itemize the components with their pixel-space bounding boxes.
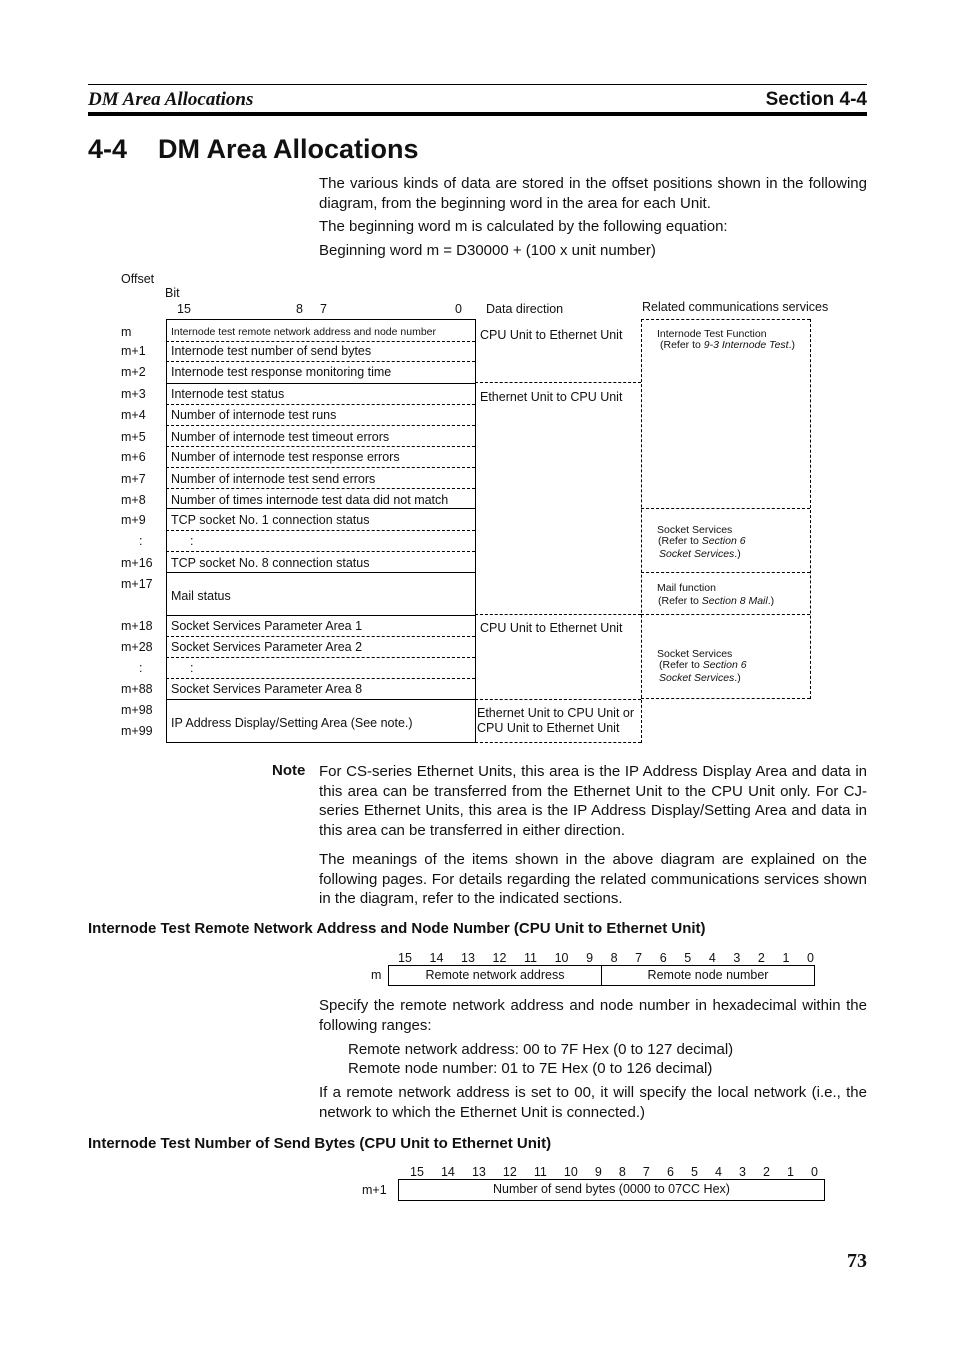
item-socket-param-8: Socket Services Parameter Area 8 xyxy=(171,682,363,696)
offset-m88: m+88 xyxy=(121,682,153,696)
item-tcp-1: TCP socket No. 1 connection status xyxy=(171,513,370,527)
svc-right-border xyxy=(810,319,811,699)
svc-mail-title: Mail function xyxy=(657,582,716,594)
offset-m7: m+7 xyxy=(121,472,146,486)
bit-number: 4 xyxy=(708,951,716,965)
sec1-paragraph-2: If a remote network address is set to 00, it will specify the local network (i.e., the network to which the Ethernet Unit is connected.) xyxy=(319,1084,867,1121)
bit-number: 1 xyxy=(787,1165,794,1179)
item-ellipsis-1: : xyxy=(190,534,194,548)
subsection-heading-2: Internode Test Number of Send Bytes (CPU Unit to Ethernet Unit) xyxy=(88,1135,552,1152)
bit-number: 3 xyxy=(733,951,741,965)
offset-m18: m+18 xyxy=(121,619,153,633)
bit-number: 8 xyxy=(618,1165,626,1179)
data-direction-label: Data direction xyxy=(486,302,564,316)
offset-m28: m+28 xyxy=(121,640,153,654)
bit-number: 13 xyxy=(471,1165,486,1179)
svc-sep-3 xyxy=(641,614,810,615)
item-ellipsis-2: : xyxy=(190,661,194,675)
items-box-bottom xyxy=(166,742,476,743)
bit-7-label: 7 xyxy=(320,302,327,316)
svc-internode-title: Internode Test Function xyxy=(657,328,767,340)
sep-6 xyxy=(166,446,475,447)
offset-m2: m+2 xyxy=(121,365,146,379)
bit-number: 14 xyxy=(429,951,444,965)
offset-m16: m+16 xyxy=(121,556,153,570)
ref-section: Section 6 xyxy=(701,535,746,547)
ref-suffix: .) xyxy=(788,339,796,351)
offset-m98: m+98 xyxy=(121,703,153,717)
sep-5 xyxy=(166,425,475,426)
note-label: Note xyxy=(272,762,306,779)
svc-top xyxy=(641,319,810,320)
item-socket-param-2: Socket Services Parameter Area 2 xyxy=(171,640,363,654)
sep-9 xyxy=(166,508,476,509)
item-remote-address: Internode test remote network address and node number xyxy=(171,326,436,338)
sep-10 xyxy=(166,530,475,531)
item-tcp-8: TCP socket No. 8 connection status xyxy=(171,556,370,570)
bit-number: 2 xyxy=(763,1165,770,1179)
offset-m99: m+99 xyxy=(121,724,153,738)
svc-internode-ref xyxy=(660,339,795,351)
bit-number: 2 xyxy=(757,951,765,965)
word-label-m1: m+1 xyxy=(362,1183,387,1197)
offset-m1: m+1 xyxy=(121,344,146,358)
item-mail-status: Mail status xyxy=(171,589,231,603)
items-box-top xyxy=(166,319,476,320)
sep-7 xyxy=(166,467,475,468)
bit-number: 14 xyxy=(440,1165,455,1179)
direction-eth-to-cpu: Ethernet Unit to CPU Unit xyxy=(480,390,623,404)
sep-8 xyxy=(166,488,475,489)
item-response-errors: Number of internode test response errors xyxy=(171,450,400,464)
bit-number: 5 xyxy=(684,951,692,965)
sep-13 xyxy=(166,615,476,616)
bit-number: 4 xyxy=(714,1165,722,1179)
ref-prefix: (Refer to xyxy=(658,535,702,547)
ref-suffix: .) xyxy=(767,595,775,607)
ref-prefix: (Refer to xyxy=(660,339,704,351)
sep-2 xyxy=(166,361,475,362)
bit-15-label: 15 xyxy=(177,302,191,316)
direction-cpu-to-eth-2: CPU Unit to Ethernet Unit xyxy=(480,621,623,635)
svc-socket-ref-1a xyxy=(658,535,746,547)
offset-m17: m+17 xyxy=(121,577,153,591)
bit-number: 15 xyxy=(410,1165,424,1179)
bit-number: 10 xyxy=(563,1165,578,1179)
bit-number: 6 xyxy=(659,951,667,965)
field-remote-node-number: Remote node number xyxy=(647,968,769,982)
bit-number: 12 xyxy=(492,951,507,965)
bit-numbers-1 xyxy=(398,951,814,965)
bit-number: 15 xyxy=(398,951,412,965)
svc-bottom xyxy=(641,698,810,699)
svc-mail-ref xyxy=(658,595,774,607)
section-title xyxy=(88,134,419,165)
item-timeout-errors: Number of internode test timeout errors xyxy=(171,430,390,444)
offset-m6: m+6 xyxy=(121,450,146,464)
bit-number: 6 xyxy=(666,1165,674,1179)
bit-number: 0 xyxy=(811,1165,818,1179)
dir-right-border xyxy=(641,319,642,743)
ref-title: Socket Services xyxy=(659,672,735,684)
services-label: Related communications services xyxy=(642,300,829,314)
sep-16 xyxy=(166,678,475,679)
intro-paragraph-1: The various kinds of data are stored in the offset positions shown in the following diagram, from the beginning word in the area for each Unit. xyxy=(319,175,867,212)
item-test-runs: Number of internode test runs xyxy=(171,408,337,422)
bit-number: 1 xyxy=(782,951,790,965)
equation: Beginning word m = D30000 + (100 x unit number) xyxy=(319,242,656,259)
item-send-bytes: Internode test number of send bytes xyxy=(171,344,372,358)
sep-1 xyxy=(166,341,475,342)
sep-15 xyxy=(166,657,475,658)
offset-m9: m+9 xyxy=(121,513,146,527)
bit-number: 7 xyxy=(635,951,643,965)
item-send-errors: Number of internode test send errors xyxy=(171,472,376,486)
range-network-address: Remote network address: 00 to 7F Hex (0 to 127 decimal) xyxy=(348,1041,734,1058)
item-test-status: Internode test status xyxy=(171,387,285,401)
ref-prefix: (Refer to xyxy=(658,595,702,607)
ref-section: Section 6 xyxy=(702,659,747,671)
header-rule-bottom xyxy=(88,112,867,116)
intro-paragraph-2: The beginning word m is calculated by the following equation: xyxy=(319,218,728,235)
item-response-time: Internode test response monitoring time xyxy=(171,365,392,379)
offset-ellipsis-2: : xyxy=(139,661,143,675)
sep-12 xyxy=(166,572,476,573)
offset-label: Offset xyxy=(121,272,155,286)
dir-sep-3 xyxy=(475,699,641,700)
offset-m: m xyxy=(121,325,132,339)
offset-m3: m+3 xyxy=(121,387,146,401)
sep-3 xyxy=(166,383,476,384)
bit-number: 8 xyxy=(610,951,618,965)
item-socket-param-1: Socket Services Parameter Area 1 xyxy=(171,619,363,633)
bit-number: 0 xyxy=(807,951,814,965)
svc-socket-ref-2a xyxy=(659,659,747,671)
offset-m5: m+5 xyxy=(121,430,146,444)
bit-number: 7 xyxy=(642,1165,650,1179)
running-header-section: Section 4-4 xyxy=(765,89,867,110)
svc-socket-title-1: Socket Services xyxy=(657,524,733,536)
offset-m8: m+8 xyxy=(121,493,146,507)
bit-number: 11 xyxy=(524,951,537,965)
sep-14 xyxy=(166,636,475,637)
dir-sep-2 xyxy=(475,614,641,615)
word-label-m: m xyxy=(371,968,382,982)
bit-label: Bit xyxy=(165,286,180,300)
direction-cpu-to-eth-1: CPU Unit to Ethernet Unit xyxy=(480,328,623,342)
item-data-mismatch: Number of times internode test data did not match xyxy=(171,493,449,507)
running-header-title: DM Area Allocations xyxy=(88,89,254,110)
bit-8-label: 8 xyxy=(296,302,303,316)
bit-numbers-2 xyxy=(410,1165,818,1179)
ref-suffix: .) xyxy=(734,672,741,684)
ref-section: Section 8 Mail xyxy=(701,595,768,607)
range-node-number: Remote node number: 01 to 7E Hex (0 to 126 decimal) xyxy=(348,1060,713,1077)
subsection-heading-1: Internode Test Remote Network Address and Node Number (CPU Unit to Ethernet Unit) xyxy=(88,920,706,937)
ref-prefix: (Refer to xyxy=(659,659,703,671)
svc-sep-1 xyxy=(641,508,810,509)
bit-number: 3 xyxy=(738,1165,746,1179)
svc-socket-ref-2b xyxy=(659,672,741,684)
bit-number: 10 xyxy=(554,951,569,965)
direction-either-2: CPU Unit to Ethernet Unit xyxy=(477,721,620,735)
dir-sep-4 xyxy=(475,742,641,743)
bit-0-label: 0 xyxy=(455,302,462,316)
meanings-paragraph: The meanings of the items shown in the above diagram are explained on the following pages. For details regarding the related communications services shown in the diagram, refer to the indicated sections. xyxy=(319,851,867,907)
dir-sep-1 xyxy=(475,382,641,383)
offset-ellipsis-1: : xyxy=(139,534,143,548)
svc-sep-2 xyxy=(641,572,810,573)
section-number: 4-4 xyxy=(88,134,128,164)
bit-number: 5 xyxy=(690,1165,698,1179)
sep-4 xyxy=(166,404,475,405)
svc-socket-ref-1b xyxy=(659,548,741,560)
page-number: 73 xyxy=(847,1250,867,1272)
bit-number: 13 xyxy=(461,951,475,965)
offset-m4: m+4 xyxy=(121,408,146,422)
ref-suffix: .) xyxy=(734,548,741,560)
ref-section: 9-3 Internode Test xyxy=(703,339,789,351)
field-remote-network-address: Remote network address xyxy=(425,968,565,982)
svc-socket-title-2: Socket Services xyxy=(657,648,733,660)
sep-17 xyxy=(166,699,476,700)
header-rule-top xyxy=(88,84,867,85)
bit-number: 11 xyxy=(533,1165,547,1179)
sep-11 xyxy=(166,551,475,552)
section-title-text: DM Area Allocations xyxy=(158,134,419,164)
bit-number: 9 xyxy=(586,951,594,965)
sec1-paragraph-1: Specify the remote network address and node number in hexadecimal within the following ranges: xyxy=(319,997,867,1034)
field-number-of-send-bytes: Number of send bytes (0000 to 07CC Hex) xyxy=(493,1182,730,1196)
bit-number: 9 xyxy=(594,1165,602,1179)
item-ip-address: IP Address Display/Setting Area (See note.) xyxy=(171,716,413,730)
bit-number: 12 xyxy=(502,1165,517,1179)
note-text: For CS-series Ethernet Units, this area is the IP Address Display Area and data in this area can be transferred from the Ethernet Unit to the CPU Unit only. For CJ-series Ethernet Units, this area is the IP Address Display/Setting Area and data in this area can be transferred in either direction. xyxy=(319,763,867,839)
ref-title: Socket Services xyxy=(659,548,735,560)
direction-either-1: Ethernet Unit to CPU Unit or xyxy=(477,706,635,720)
